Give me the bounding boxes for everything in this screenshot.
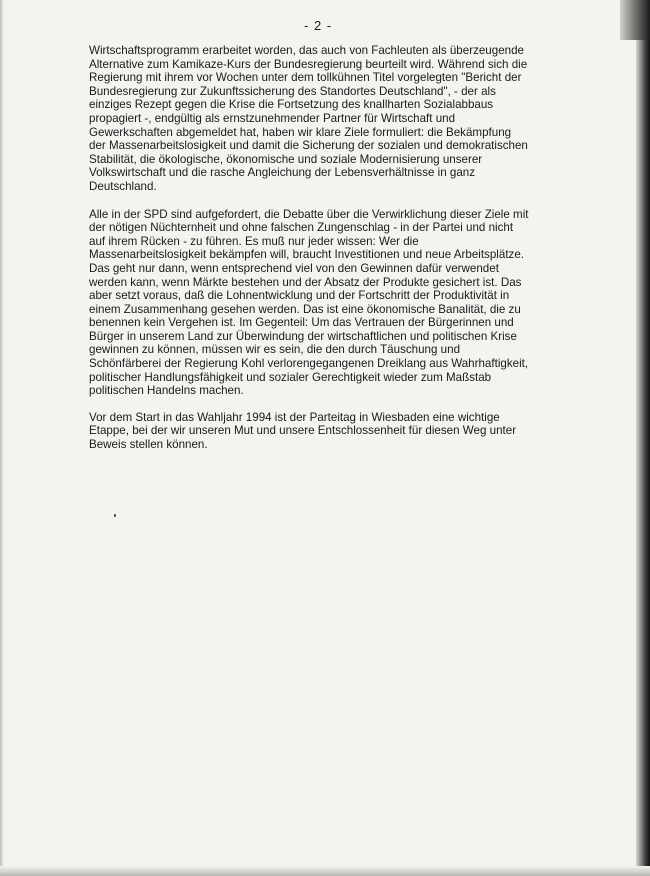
body-text: [89, 44, 529, 465]
page-number: - 2 -: [304, 18, 333, 33]
scan-corner-shadow: [620, 0, 650, 40]
scan-speck: [114, 514, 116, 517]
scan-edge-bottom: [0, 866, 650, 876]
paragraph-3: Vor dem Start in das Wahljahr 1994 ist der Parteitag in Wiesbaden eine wichtige Etappe, bei der wir unseren Mut und unsere Entschlossenheit für diesen Weg unter Beweis stellen können.: [89, 410, 517, 452]
paragraph-2: Alle in der SPD sind aufgefordert, die Debatte über die Verwirklichung dieser Ziele mit der nötigen Nüchternheit und ohne falschen Zungenschlag - in der Partei und nicht auf ihrem Rücken - zu führen. Es muß nur jeder wissen: Wer die Massenarbeitslosigkeit bekämpfen will, braucht Investitionen und neue Arbeitsplätze. Das geht nur dann, wenn entsprechend viel von den Gewinnen dafür verwendet werden kann, wenn Märkte bestehen und der Absatz der Produkte gesichert ist. Das aber setzt voraus, daß die Lohnentwicklung und der Fortschritt der Produktivität in einem Zusammenhang gesehen werden. Das ist eine ökonomische Banalität, die zu benennen kein Vergehen ist. Im Gegenteil: Um das Vertrauen der Bürgerinnen und Bürger in unserem Land zur Überwindung der wirtschaftlichen und politischen Krise gewinnen zu können, müssen wir es sein, die den durch Täuschung und Schönfärberei der Regierung Kohl verlorengegangenen Dreiklang aus Wahrhaftigkeit, politischer Handlungsfähigkeit und sozialer Gerechtigkeit wieder zum Maßstab politischen Handelns machen.: [89, 207, 529, 398]
paragraph-1: Wirtschaftsprogramm erarbeitet worden, das auch von Fachleuten als überzeugende Alternative zum Kamikaze-Kurs der Bundesregierung beurteilt wird. Während sich die Regierung mit ihrem vor Wochen unter dem tollkühnen Titel vorgelegten "Bericht der Bundesregierung zur Zukunftssicherung des Standortes Deutschland", - der als einziges Rezept gegen die Krise die Fortsetzung des knallharten Sozialabbaus propagiert -, endgültig als ernstzunehmender Partner für Wirtschaft und Gewerkschaften abgemeldet hat, haben wir klare Ziele formuliert: die Bekämpfung der Massenarbeitslosigkeit und damit die Sicherung der sozialen und demokratischen Stabilität, die ökologische, ökonomische und soziale Modernisierung unserer Volkswirtschaft und die rasche Angleichung der Lebensverhältnisse in ganz Deutschland.: [89, 44, 528, 193]
scan-edge-right: [636, 0, 650, 876]
scan-edge-left: [0, 0, 4, 876]
